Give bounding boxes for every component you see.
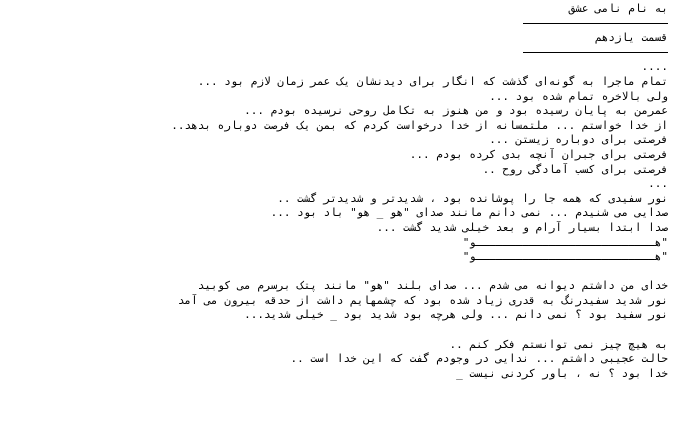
paragraph-line: صدا ابتدا بسیار آرام و بعد خیلی شدید گشت ... (376, 220, 668, 234)
title-divider (0, 17, 668, 32)
paragraph-line: نور سفید بود ؟ نمی دانم ... ولی هرچه بود شدید بود _ خیلی شدید... (244, 308, 668, 322)
paragraph-line: "هـــــــــــــــــــــــــــو" (462, 235, 668, 249)
paragraph-line: حالت عجیبی داشتم ... ندایی در وجودم گفت که این خدا است .. (290, 352, 668, 366)
paragraph-line: تمام ماجرا به گونه‌ای گذشت که انگار برای دیدنشان یک عمر زمان لازم بود ... (197, 74, 668, 88)
paragraph-line: صدایی می شنیدم ... نمی دانم مانند صدای "هو _ هو" باد بود ... (270, 206, 668, 220)
section-dots: ... (648, 177, 668, 191)
paragraph-line: به هیچ چیز نمی توانستم فکر کنم .. (449, 337, 668, 351)
paragraph-line: خدا بود ؟ نه ، باور کردنی نیست _ (456, 366, 668, 380)
paragraph-line: نور سفیدی که همه جا را پوشانده بود ، شدیدتر و شدیدتر گشت .. (277, 191, 668, 205)
paragraph-line: فرصتی برای کسب آمادگی روح .. (482, 162, 668, 176)
paragraph-line: "هـــــــــــــــــــــــــــو" (462, 250, 668, 264)
paragraph-line: فرصتی برای دوباره زیستن ... (489, 133, 668, 147)
paragraph-line: از خدا خواستم ... ملتمسانه از خدا درخواست کردم که بمن یک فرصت دوباره بدهد.. (171, 118, 668, 132)
intro-dots: .... (641, 60, 668, 74)
chapter-divider (0, 46, 668, 61)
paragraph-line: فرصتی برای جبران آنچه بدی کرده بودم ... (409, 147, 668, 161)
paragraph-line: ولی بالاخره تمام شده بود ... (489, 89, 668, 103)
paragraph-line: نور شدید سفیدرنگ به قدری زیاد شده بود که چشمهایم داشت از حدقه بیرون می آمد (177, 293, 668, 307)
paragraph-line: خدای من داشتم دیوانه می شدم ... صدای بلند "هو" مانند پتک برسرم می کوبید (197, 279, 668, 293)
chapter-heading: قسمت یازدهم (595, 31, 668, 45)
paragraph-line: عمرمن به پایان رسیده بود و من هنوز به تکامل روحی نرسیده بودم ... (244, 104, 668, 118)
blank-line (0, 265, 668, 280)
document-title: به نام نامی عشق (568, 2, 668, 15)
blank-line (0, 323, 668, 338)
